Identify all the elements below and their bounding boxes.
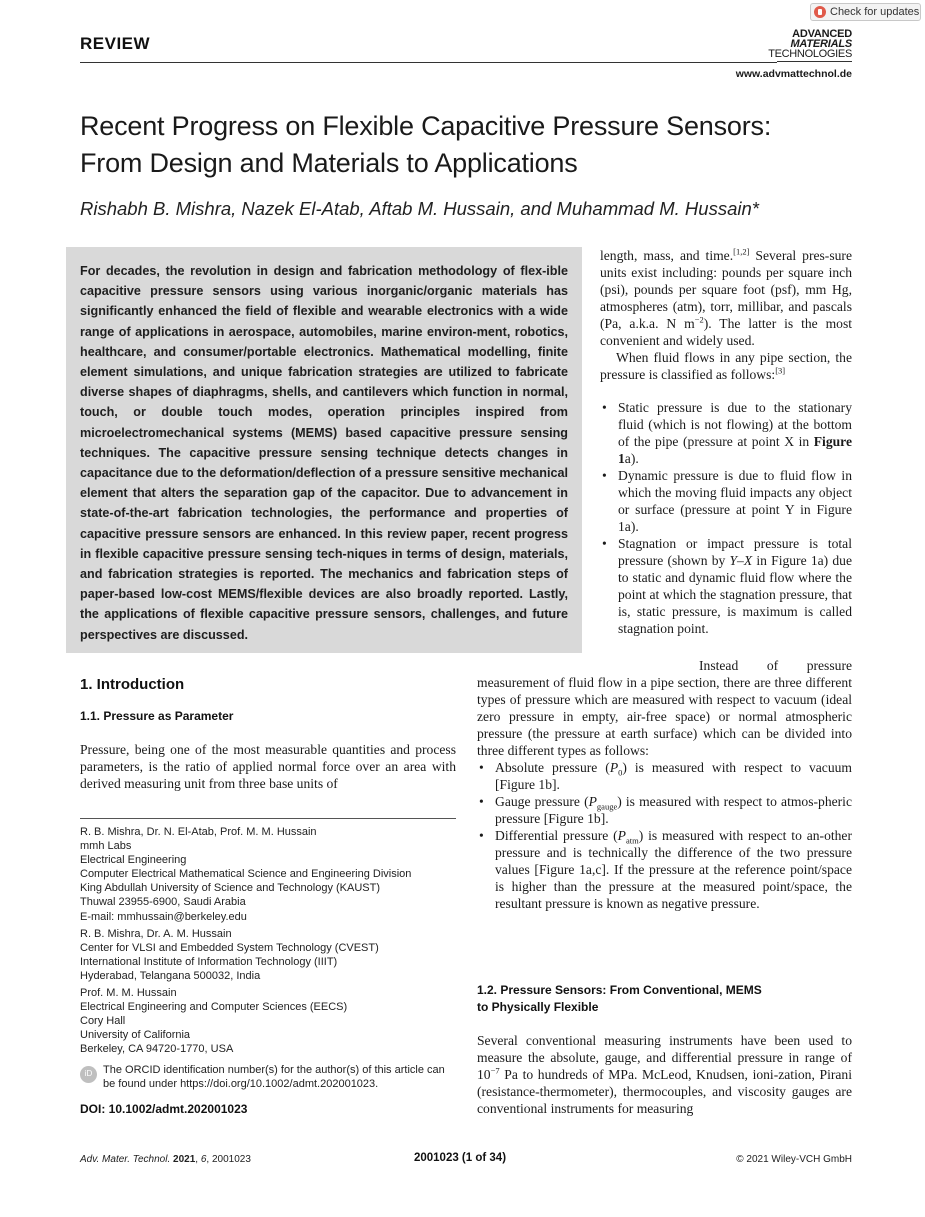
orcid-text[interactable]: The ORCID identification number(s) for the author(s) of this article can be found under https://doi.org/10.1002/admt.202001023.: [103, 1064, 445, 1091]
copyright: © 2021 Wiley-VCH GmbH: [736, 1154, 852, 1165]
right-column-middle: [477, 657, 852, 912]
pressure-types-paragraph: Instead of pressure measurement of fluid flow in a pipe section, there are three different types of pressure which are measured with respect to vacuum (ideal zero pressure in empty, air-free space) or normal atmospheric pressure (the pressure at earth surface) which can be divided into three different types as follows:: [477, 658, 852, 758]
footer-citation: Adv. Mater. Technol. 2021, 6, 2001023: [80, 1154, 251, 1165]
section-1-1-heading: 1.1. Pressure as Parameter: [80, 709, 234, 723]
footnote-rule: [80, 818, 456, 819]
section-label: REVIEW: [80, 34, 151, 53]
citation-3[interactable]: [3]: [775, 365, 786, 376]
check-for-updates-label: Check for updates: [830, 6, 920, 18]
article-title: [80, 108, 860, 182]
header-rule: [80, 62, 777, 63]
doi-link[interactable]: DOI: 10.1002/admt.202001023: [80, 1102, 248, 1116]
title-line-1: Recent Progress on Flexible Capacitive Pressure Sensors:: [80, 111, 772, 141]
page-number: 2001023 (1 of 34): [413, 1152, 507, 1164]
units-exponent: −2: [694, 314, 704, 325]
affiliation-block-1: R. B. Mishra, Dr. N. El-Atab, Prof. M. M. Hussain mmh Labs Electrical Engineering Computer Electrical Mathematical Science and Engineering Division King Abdullah University of Science and Technology (KAUST) Thuwal 23955-6900, Saudi Arabia E-mail: mmhussain@berkeley.edu: [80, 825, 460, 924]
section-1-2-heading: 1.2. Pressure Sensors: From Conventional, MEMS to Physically Flexible: [477, 983, 762, 1014]
list-item-gauge: • Gauge pressure $(P_{gauge})$ is measured with respect to atmos-pheric pressure [Figure 1b].: [477, 793, 852, 827]
abstract-text: For decades, the revolution in design and fabrication methodology of flex-ible capacitive pressure sensors using various inorganic/organic materials has significantly enhanced the field of flexible and wearable electronics with a wide range of applications in aerospace, automobiles, marine environ-ment, robotics, healthcare, and consumer/portable electronics. Mathematical modelling, finite element simulations, and unique fabrication strategies are utilized to fabricate diverse shapes of diaphragms, shells, and cantilevers which function in normal, touch, or double touch modes, operation principles inspired from microelectromechanical systems (MEMS) based capacitive pressure sensing techniques. The capacitive pressure sensing technique detects changes in capacitance due to the deformation/deflection of a pressure sensitive mechanical element that alters the separation gap of the capacitor. Due to advancement in state-of-the-art fabrication technologies, the performance and properties of capacitive pressure sensors are enhanced. In this review paper, recent progress in flexible capacitive pressure sensing tech-niques in terms of design, materials, and fabrication strategies is reported. The mechanics and fabrication steps of paper-based low-cost MEMS/flexible devices are also broadly reported. Lastly, the applications of flexible capacitive pressure sensors, challenges, and future perspectives are discussed.: [80, 264, 568, 642]
list-item-static: • Static pressure is due to the stationary fluid (which is not flowing) at the bottom of the pipe (pressure at point X in Figure 1a).: [600, 399, 852, 467]
fluid-flow-text: When fluid flows in any pipe section, the pressure is classified as follows:: [600, 350, 852, 382]
right-column-top: [600, 247, 852, 637]
update-icon: [814, 6, 826, 18]
affiliation-block-3: Prof. M. M. Hussain Electrical Engineering and Computer Sciences (EECS) Cory Hall University of California Berkeley, CA 94720-1770, USA: [80, 987, 348, 1056]
list-item-absolute: • Absolute pressure $(P_0)$ is measured with respect to vacuum [Figure 1b].: [477, 759, 852, 793]
author-list: Rishabh B. Mishra, Nazek El-Atab, Aftab M. Hussain, and Muhammad M. Hussain*: [80, 198, 759, 219]
journal-logo: [760, 29, 852, 59]
units-text-2: Several pres-sure units exist including: pounds per square inch (psi), pounds per square foot (psf), mm Hg, atmospheres (atm), torr, millibar, and pascals (Pa, a.k.a. N m: [600, 248, 852, 331]
units-text: length, mass, and time.: [600, 248, 734, 263]
check-for-updates-badge[interactable]: [810, 3, 921, 21]
units-text-end: ). The latter is the most convenient and widely used.: [600, 316, 853, 348]
list-item-dynamic: • Dynamic pressure is due to fluid flow in which the moving fluid impacts any object or surface (pressure at point Y in Figure 1a).: [600, 467, 852, 535]
orcid-icon: iD: [80, 1066, 97, 1083]
list-item-stagnation: • Stagnation or impact pressure is total pressure (shown by Y–X in Figure 1a) due to static and dynamic fluid flow where the point at which the stagnation pressure, that is, static pressure, is maximum is called stagnation point.: [600, 535, 852, 637]
affiliation-block-2: R. B. Mishra, Dr. A. M. Hussain Center for VLSI and Embedded System Technology (CVEST) International Institute of Information Technology (IIIT) Hyderabad, Telangana 500032, India: [80, 928, 379, 983]
section-1-2-text: Several conventional measuring instruments have been used to measure the absolute, gauge, and differential pressure in range of $10^{-7}$ Pa to hundreds of MPa. McLeod, Knudsen, ioni-zation, Pirani (resistance-thermometer), thermocouples, and viscosity gauges are conventional instruments for measuring: [477, 1033, 852, 1116]
figure-1-link[interactable]: Figure 1: [618, 434, 852, 466]
citation-1-2[interactable]: [1,2]: [733, 246, 750, 257]
intro-text: Pressure, being one of the most measurable quantities and process parameters, is the ratio of applied normal force over an area with derived measuring unit from three base units of: [80, 742, 456, 791]
author-email-link[interactable]: E-mail: mmhussain@berkeley.edu: [80, 910, 247, 923]
abstract-box: [66, 247, 582, 653]
list-item-differential: • Differential pressure $(P_{atm})$ is measured with respect to an-other pressure and is technically the difference of the two pressure values [Figure 1a,c]. If the pressure at the reference point/space is higher than the pressure at the measured point/space, the resultant pressure is known as negative pressure.: [477, 827, 852, 912]
title-line-2: From Design and Materials to Applications: [80, 148, 578, 178]
header-rule-right: [777, 61, 852, 62]
journal-website-link[interactable]: www.advmattechnol.de: [735, 68, 852, 80]
logo-line-3: TECHNOLOGIES: [768, 48, 852, 60]
logo-line-1: ADVANCED: [792, 28, 852, 40]
logo-line-2: MATERIALS: [790, 38, 852, 50]
section-1-heading: 1. Introduction: [80, 676, 185, 693]
orcid-note: [80, 1063, 460, 1091]
